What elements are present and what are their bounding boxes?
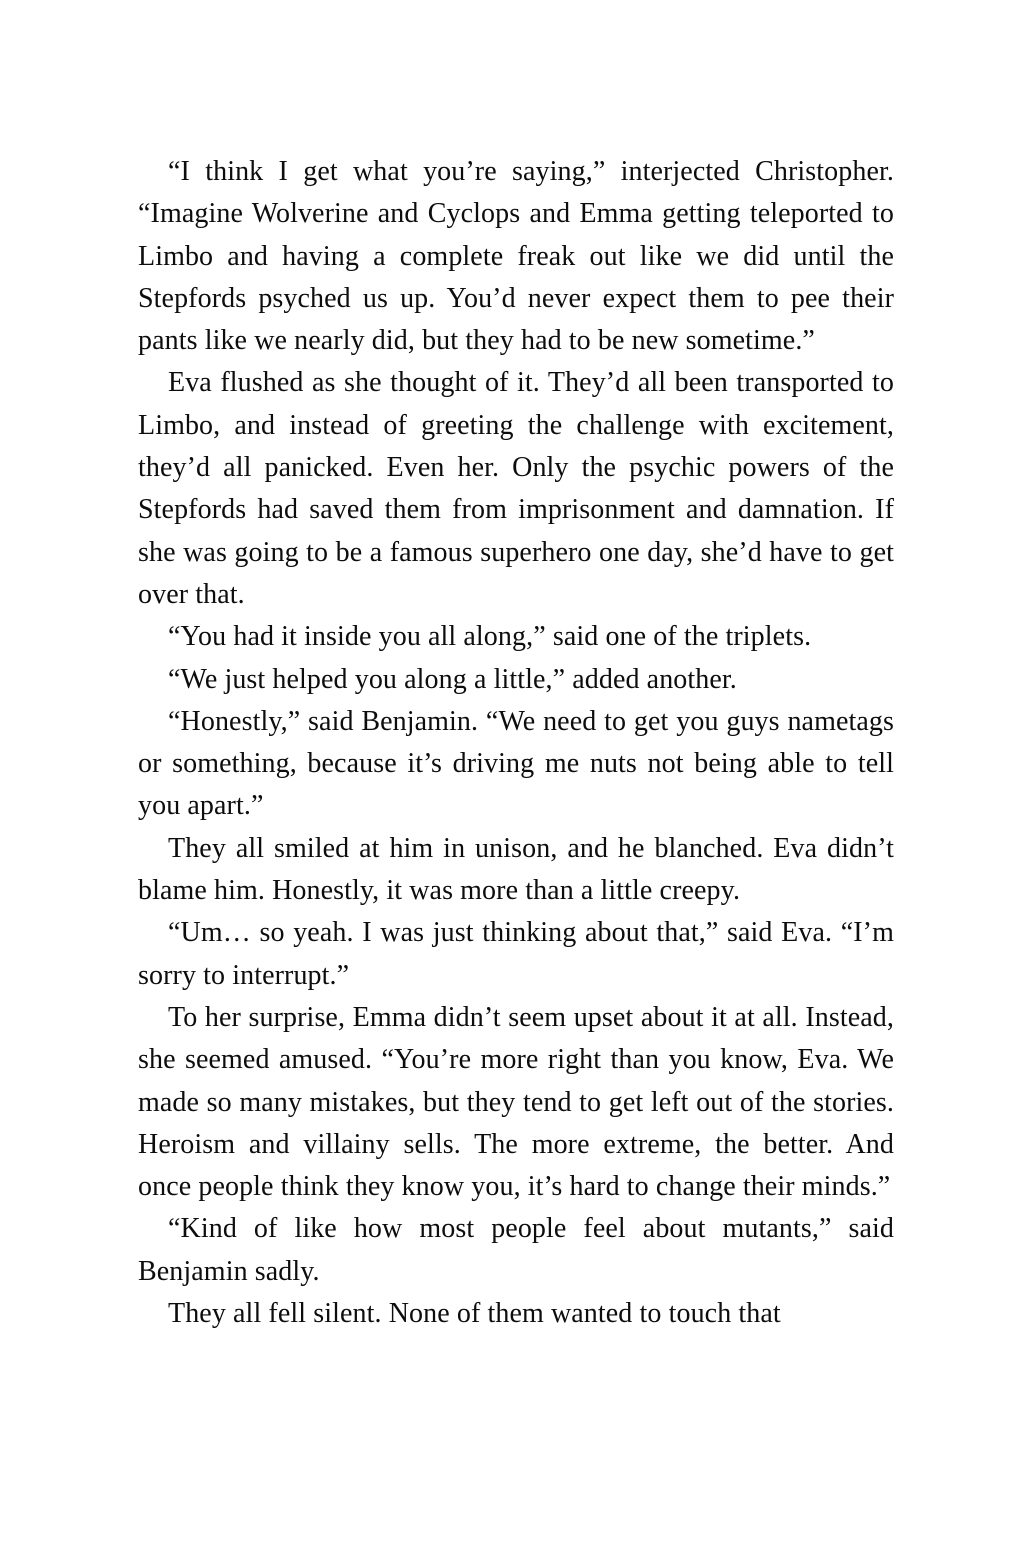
page-text-block (138, 151, 894, 1335)
paragraph: “We just helped you along a little,” added another. (168, 663, 737, 695)
paragraph: “Kind of like how most people feel about mutants,” said Benjamin sadly. (138, 1213, 894, 1287)
paragraph: They all fell silent. None of them wanted to touch that (168, 1298, 781, 1330)
paragraph: “Um… so yeah. I was just thinking about that,” said Eva. “I’m sorry to interrupt.” (138, 917, 894, 991)
paragraph: “I think I get what you’re saying,” interjected Christopher. “Imagine Wolverine and Cyclops and Emma getting teleported to Limbo and having a complete freak out like we did until the Stepfords psyched us up. You’d never expect them to pee their pants like we nearly did, but they had to be new sometime.” (138, 156, 894, 357)
paragraph: They all smiled at him in unison, and he blanched. Eva didn’t blame him. Honestly, it was more than a little creepy. (138, 832, 894, 907)
paragraph: “Honestly,” said Benjamin. “We need to get you guys nametags or something, because it’s driving me nuts not being able to tell you apart.” (138, 705, 894, 822)
paragraph: “You had it inside you all along,” said one of the triplets. (168, 621, 812, 653)
paragraph: To her surprise, Emma didn’t seem upset about it at all. Instead, she seemed amused. “You’re more right than you know, Eva. We made so many mistakes, but they tend to get left out of the stories. Heroism and villainy sells. The more extreme, the better. And once people think they know you, it’s hard to change their minds.” (138, 1001, 894, 1203)
paragraph: Eva flushed as she thought of it. They’d all been transported to Limbo, and instead of greeting the challenge with excitement, they’d all panicked. Even her. Only the psychic powers of the Stepfords had saved them from imprisonment and damnation. If she was going to be a famous superhero one day, she’d have to get over that. (138, 367, 894, 610)
